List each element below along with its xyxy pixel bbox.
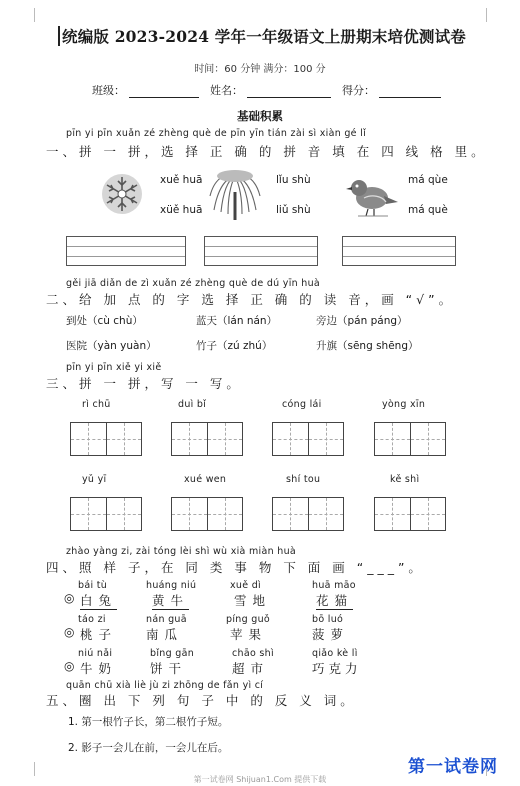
- q1-option[interactable]: má qùe: [408, 174, 448, 186]
- q3-word-pinyin: kě shì: [390, 474, 420, 485]
- q4-word[interactable]: 菠萝: [312, 627, 350, 642]
- page-title: 统编版 2023-2024 学年一年级语文上册期末培优测试卷: [62, 27, 467, 46]
- bullet-marker: ◎: [64, 659, 75, 673]
- tianzige-box[interactable]: [171, 422, 243, 456]
- q4-word-pinyin: bái tù: [78, 580, 108, 591]
- q1-option[interactable]: xuě huā: [160, 174, 203, 186]
- q2-item[interactable]: 旁边（pán páng）: [316, 315, 408, 327]
- q4-word[interactable]: 牛奶: [80, 661, 118, 676]
- q2-item[interactable]: 到处（cù chù）: [66, 315, 143, 327]
- bullet-marker: ◎: [64, 625, 75, 639]
- q4-word[interactable]: 桃子: [80, 627, 118, 642]
- q3-word-pinyin: yòng xīn: [382, 399, 426, 410]
- q5-sentence[interactable]: 1. 第一根竹子长，第二根竹子短。: [68, 716, 229, 728]
- q2-text: 二、给 加 点 的 字 选 择 正 确 的 读 音，画 “√”。: [46, 292, 456, 307]
- tianzige-box[interactable]: [171, 497, 243, 531]
- q4-word-pinyin: huā māo: [312, 580, 356, 591]
- q3-pinyin: pīn yi pīn xiě yi xiě: [66, 362, 162, 373]
- q4-word[interactable]: 苹果: [230, 627, 268, 642]
- text-cursor: [58, 26, 60, 46]
- willow-tree-icon: [206, 166, 264, 222]
- q5-sentence[interactable]: 2. 影子一会儿在前，一会儿在后。: [68, 742, 229, 754]
- name-field[interactable]: [247, 85, 331, 98]
- q4-text: 四、照 样 子，在 同 类 事 物 下 面 画 “___”。: [46, 560, 425, 575]
- sparrow-icon: [344, 172, 400, 218]
- q4-word[interactable]: 巧克力: [312, 661, 362, 676]
- q5-pinyin: quān chū xià liè jù zi zhōng de fǎn yì cí: [66, 680, 264, 691]
- score-field[interactable]: [379, 85, 441, 98]
- bullet-marker: ◎: [64, 591, 75, 605]
- q3-word-pinyin: rì chū: [82, 399, 111, 410]
- q3-word-pinyin: shí tou: [286, 474, 321, 485]
- name-label: 姓名：: [210, 84, 243, 97]
- four-line-grid[interactable]: [204, 236, 318, 266]
- q4-word-underlined[interactable]: 黄牛: [152, 593, 190, 608]
- q3-word-pinyin: cóng lái: [282, 399, 322, 410]
- tianzige-box[interactable]: [272, 422, 344, 456]
- q4-word-pinyin: chāo shì: [232, 648, 274, 659]
- q4-word[interactable]: 饼干: [150, 661, 188, 676]
- q4-word-underlined[interactable]: 白兔: [80, 593, 118, 608]
- crop-mark: [486, 8, 487, 22]
- q4-word-pinyin: huáng niú: [146, 580, 197, 591]
- q4-word-pinyin: píng guǒ: [226, 614, 271, 625]
- snowflake-icon: [100, 172, 144, 216]
- q1-option[interactable]: lǐu shù: [276, 174, 311, 186]
- q1-text: 一、拼 一 拼，选 择 正 确 的 拼 音 填 在 四 线 格 里。: [46, 144, 488, 159]
- q4-word[interactable]: 南瓜: [146, 627, 184, 642]
- q4-pinyin: zhào yàng zi, zài tóng lèi shì wù xià miàn huà: [66, 546, 297, 557]
- class-label: 班级：: [92, 84, 125, 97]
- q4-word-underlined[interactable]: 花猫: [316, 593, 354, 608]
- q5-text: 五、圈 出 下 列 句 子 中 的 反 义 词。: [46, 693, 357, 708]
- footer-text: 第一试卷网 Shijuan1.Com 提供下载: [193, 775, 327, 784]
- q4-word-pinyin: bō luó: [312, 614, 344, 625]
- q4-word-pinyin: niú nǎi: [78, 648, 113, 659]
- q4-word-pinyin: qiǎo kè lì: [312, 648, 358, 659]
- q3-word-pinyin: yǔ yī: [82, 474, 107, 485]
- tianzige-box[interactable]: [374, 497, 446, 531]
- q2-item[interactable]: 升旗（sēng shēng）: [316, 340, 419, 352]
- exam-info: 时间：60 分钟 满分：100 分: [194, 64, 326, 75]
- q4-word[interactable]: 雪地: [234, 593, 272, 608]
- watermark-logo: 第一试卷网: [408, 757, 498, 777]
- q2-pinyin: gěi jiā diǎn de zì xuǎn zé zhèng què de dú yīn huà: [66, 278, 321, 289]
- section-title: 基础积累: [237, 109, 283, 123]
- student-fields: [92, 82, 441, 98]
- q2-item[interactable]: 医院（yàn yuàn）: [66, 340, 157, 352]
- q3-word-pinyin: duì bǐ: [178, 399, 207, 410]
- tianzige-box[interactable]: [374, 422, 446, 456]
- q1-option[interactable]: xüě huā: [160, 204, 203, 216]
- four-line-grid[interactable]: [342, 236, 456, 266]
- q1-pinyin: pīn yi pīn xuǎn zé zhèng què de pīn yīn tián zài sì xiàn gé lǐ: [66, 128, 367, 139]
- q4-word-pinyin: bǐng gān: [150, 648, 195, 659]
- q4-word[interactable]: 超市: [232, 661, 270, 676]
- q2-item[interactable]: 竹子（zú zhú）: [196, 340, 273, 352]
- q4-word-pinyin: xuě dì: [230, 580, 261, 591]
- q3-text: 三、拼 一 拼，写 一 写。: [46, 376, 243, 391]
- q1-option[interactable]: liǔ shù: [276, 204, 311, 216]
- four-line-grid[interactable]: [66, 236, 186, 266]
- crop-mark: [34, 8, 35, 22]
- class-field[interactable]: [129, 85, 199, 98]
- q2-item[interactable]: 蓝天（lán nán）: [196, 315, 278, 327]
- q1-option[interactable]: má què: [408, 204, 448, 216]
- tianzige-box[interactable]: [70, 422, 142, 456]
- tianzige-box[interactable]: [272, 497, 344, 531]
- q4-word-pinyin: táo zi: [78, 614, 106, 625]
- score-label: 得分：: [342, 84, 375, 97]
- q3-word-pinyin: xué wen: [184, 474, 227, 485]
- q4-word-pinyin: nán guā: [146, 614, 187, 625]
- tianzige-box[interactable]: [70, 497, 142, 531]
